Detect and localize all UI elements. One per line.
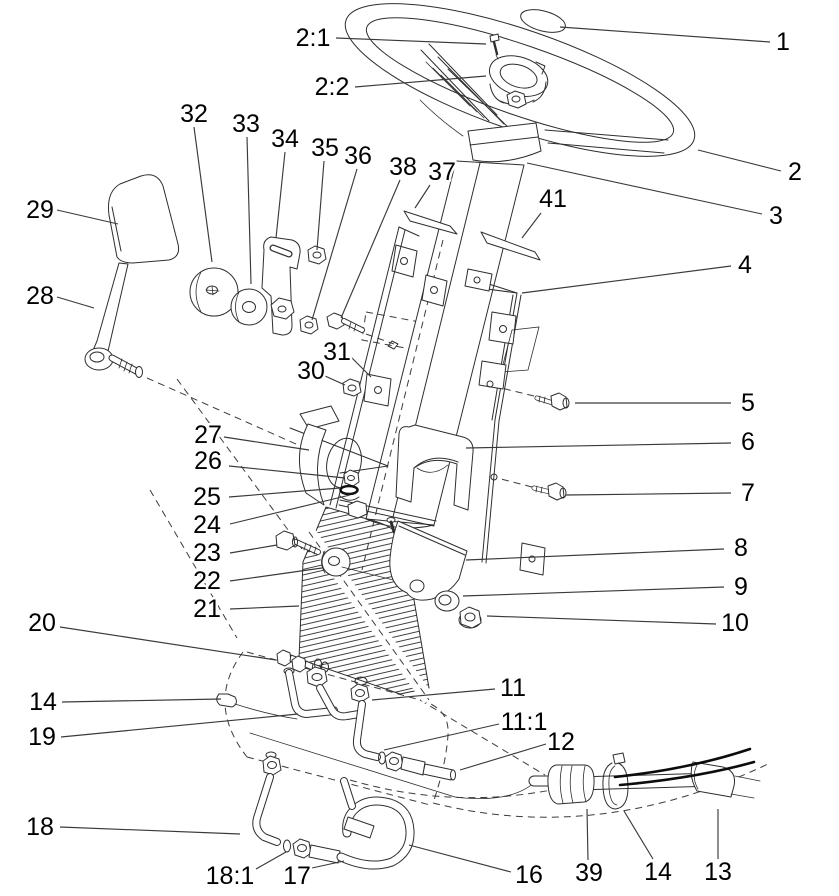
flange-nut-30 [343, 379, 361, 396]
lock-nut-36 [300, 316, 318, 334]
callout-label-13: 13 [704, 858, 732, 886]
callout-label-11:1: 11:1 [500, 708, 548, 736]
callout-label-32: 32 [180, 100, 208, 128]
clip-bracket-31 [364, 374, 391, 406]
callout-label-25: 25 [193, 483, 221, 511]
callout-label-19: 19 [28, 723, 56, 751]
callout-label-20: 20 [28, 609, 56, 637]
callout-label-17: 17 [283, 862, 311, 890]
callout-label-7: 7 [741, 479, 755, 507]
callout-label-6: 6 [741, 428, 755, 456]
callout-label-30: 30 [297, 357, 325, 385]
callout-label-21: 21 [193, 595, 221, 623]
callout-label-33: 33 [232, 110, 260, 138]
callout-label-3: 3 [769, 202, 783, 230]
callout-label-9: 9 [734, 573, 748, 601]
callout-label-2:1: 2:1 [295, 24, 331, 52]
hub-nut [507, 91, 526, 108]
callout-label-26: 26 [194, 447, 222, 475]
callout-label-24: 24 [193, 511, 221, 539]
callout-label-14: 14 [644, 858, 672, 886]
callout-label-16: 16 [515, 861, 543, 889]
callout-label-36: 36 [344, 142, 372, 170]
callout-label-10: 10 [721, 609, 749, 637]
callout-label-39: 39 [575, 859, 603, 887]
callout-label-4: 4 [738, 251, 752, 279]
callout-label-35: 35 [311, 134, 339, 162]
callout-label-11: 11 [500, 674, 526, 702]
callout-label-12: 12 [547, 728, 575, 756]
callout-label-41: 41 [539, 185, 567, 213]
callout-label-34: 34 [271, 125, 299, 153]
callout-label-18: 18 [26, 813, 54, 841]
bushing-9 [435, 591, 459, 611]
callout-label-22: 22 [193, 567, 221, 595]
callout-label-2: 2 [788, 158, 802, 186]
callout-label-23: 23 [193, 539, 221, 567]
jam-nut-26 [344, 470, 359, 486]
callout-label-37: 37 [428, 158, 456, 186]
callout-label-8: 8 [734, 534, 748, 562]
callout-label-18:1: 18:1 [205, 862, 255, 890]
callout-label-31: 31 [323, 338, 351, 366]
callout-label-38: 38 [389, 153, 417, 181]
callout-label-28: 28 [26, 282, 54, 310]
callout-label-27: 27 [194, 421, 222, 449]
callout-label-5: 5 [741, 389, 755, 417]
callout-label-2:2: 2:2 [314, 73, 350, 101]
boot-39 [548, 765, 594, 804]
callout-label-1: 1 [776, 28, 790, 56]
callout-label-29: 29 [26, 196, 54, 224]
callout-label-14: 14 [29, 688, 57, 716]
